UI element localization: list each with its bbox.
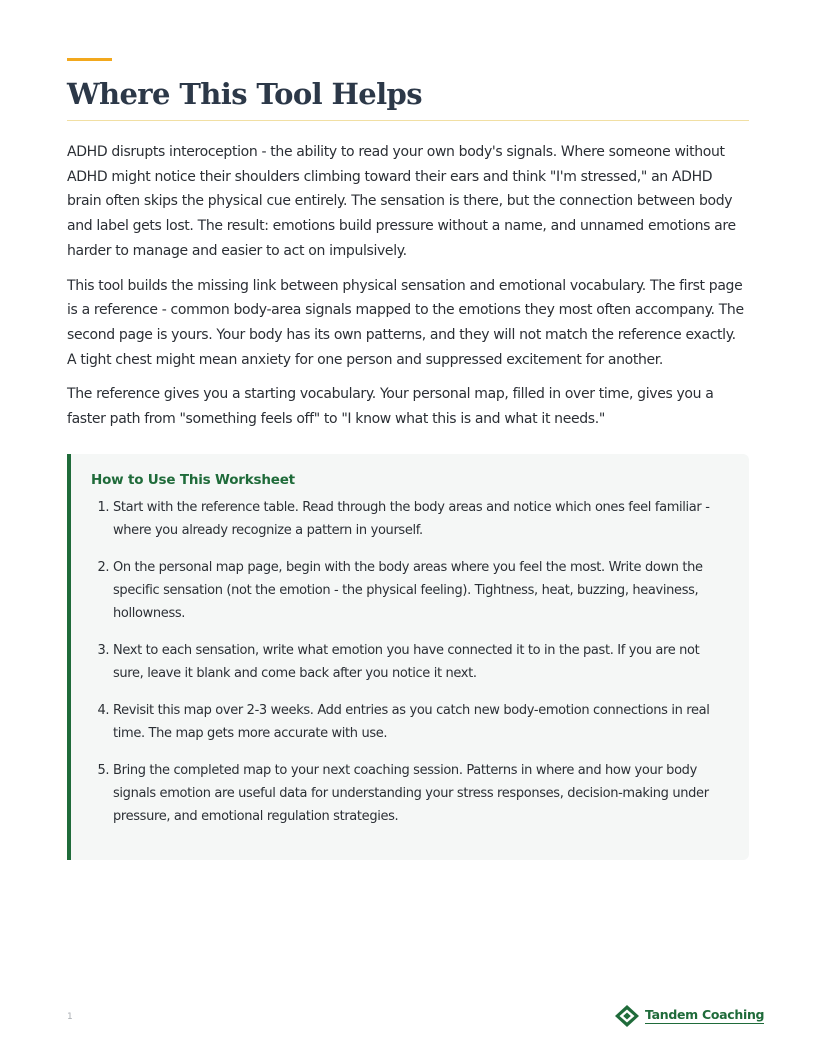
intro-paragraph: The reference gives you a starting vocabulary. Your personal map, filled in over time, gives you a faster path from "something feels off" to "I know what this is and what it needs." — [67, 386, 714, 428]
how-to-heading: How to Use This Worksheet — [91, 472, 295, 488]
diamond-logo-icon — [614, 1004, 640, 1028]
title-divider — [67, 120, 749, 121]
how-to-step: 4. Revisit this map over 2-3 weeks. Add entries as you catch new body-emotion connections in real time. The map gets more accurate with use. — [113, 699, 729, 745]
brand-name: Tandem Coaching — [645, 1007, 765, 1022]
how-to-step: 3. Next to each sensation, write what emotion you have connected it to in the past. If you are not sure, leave it blank and come back after you notice it next. — [113, 639, 729, 685]
title-accent-rule — [67, 58, 112, 61]
intro-section — [67, 140, 749, 442]
how-to-use-callout — [67, 454, 749, 860]
how-to-step: 2. On the personal map page, begin with the body areas where you feel the most. Write down the specific sensation (not the emotion - the physical feeling). Tightness, heat, buzzing, heaviness, hollowness. — [113, 556, 729, 625]
page-number: 1 — [67, 1012, 73, 1022]
how-to-step: 1. Start with the reference table. Read through the body areas and notice which ones feel familiar - where you already recognize a pattern in yourself. — [113, 496, 729, 542]
how-to-step: 5. Bring the completed map to your next coaching session. Patterns in where and how your body signals emotion are useful data for understanding your stress responses, decision-making under pressure, and emotional regulation strategies. — [113, 759, 729, 828]
brand-mark — [614, 1004, 764, 1028]
intro-paragraph: ADHD disrupts interoception - the ability to read your own body's signals. Where someone without ADHD might notice their shoulders climbing toward their ears and think "I'm stressed," an ADHD brain often skips the physical cue entirely. The sensation is there, but the connection between body and label gets lost. The result: emotions build pressure without a name, and unnamed emotions are harder to manage and easier to act on impulsively. — [67, 144, 736, 259]
intro-paragraph: This tool builds the missing link between physical sensation and emotional vocabulary. The first page is a reference - common body-area signals mapped to the emotions they most often accompany. The second page is yours. Your body has its own patterns, and they will not match the reference exactly. A tight chest might mean anxiety for one person and suppressed excitement for another. — [67, 277, 744, 368]
how-to-steps-list — [91, 496, 729, 828]
page-title: Where This Tool Helps — [67, 77, 422, 111]
